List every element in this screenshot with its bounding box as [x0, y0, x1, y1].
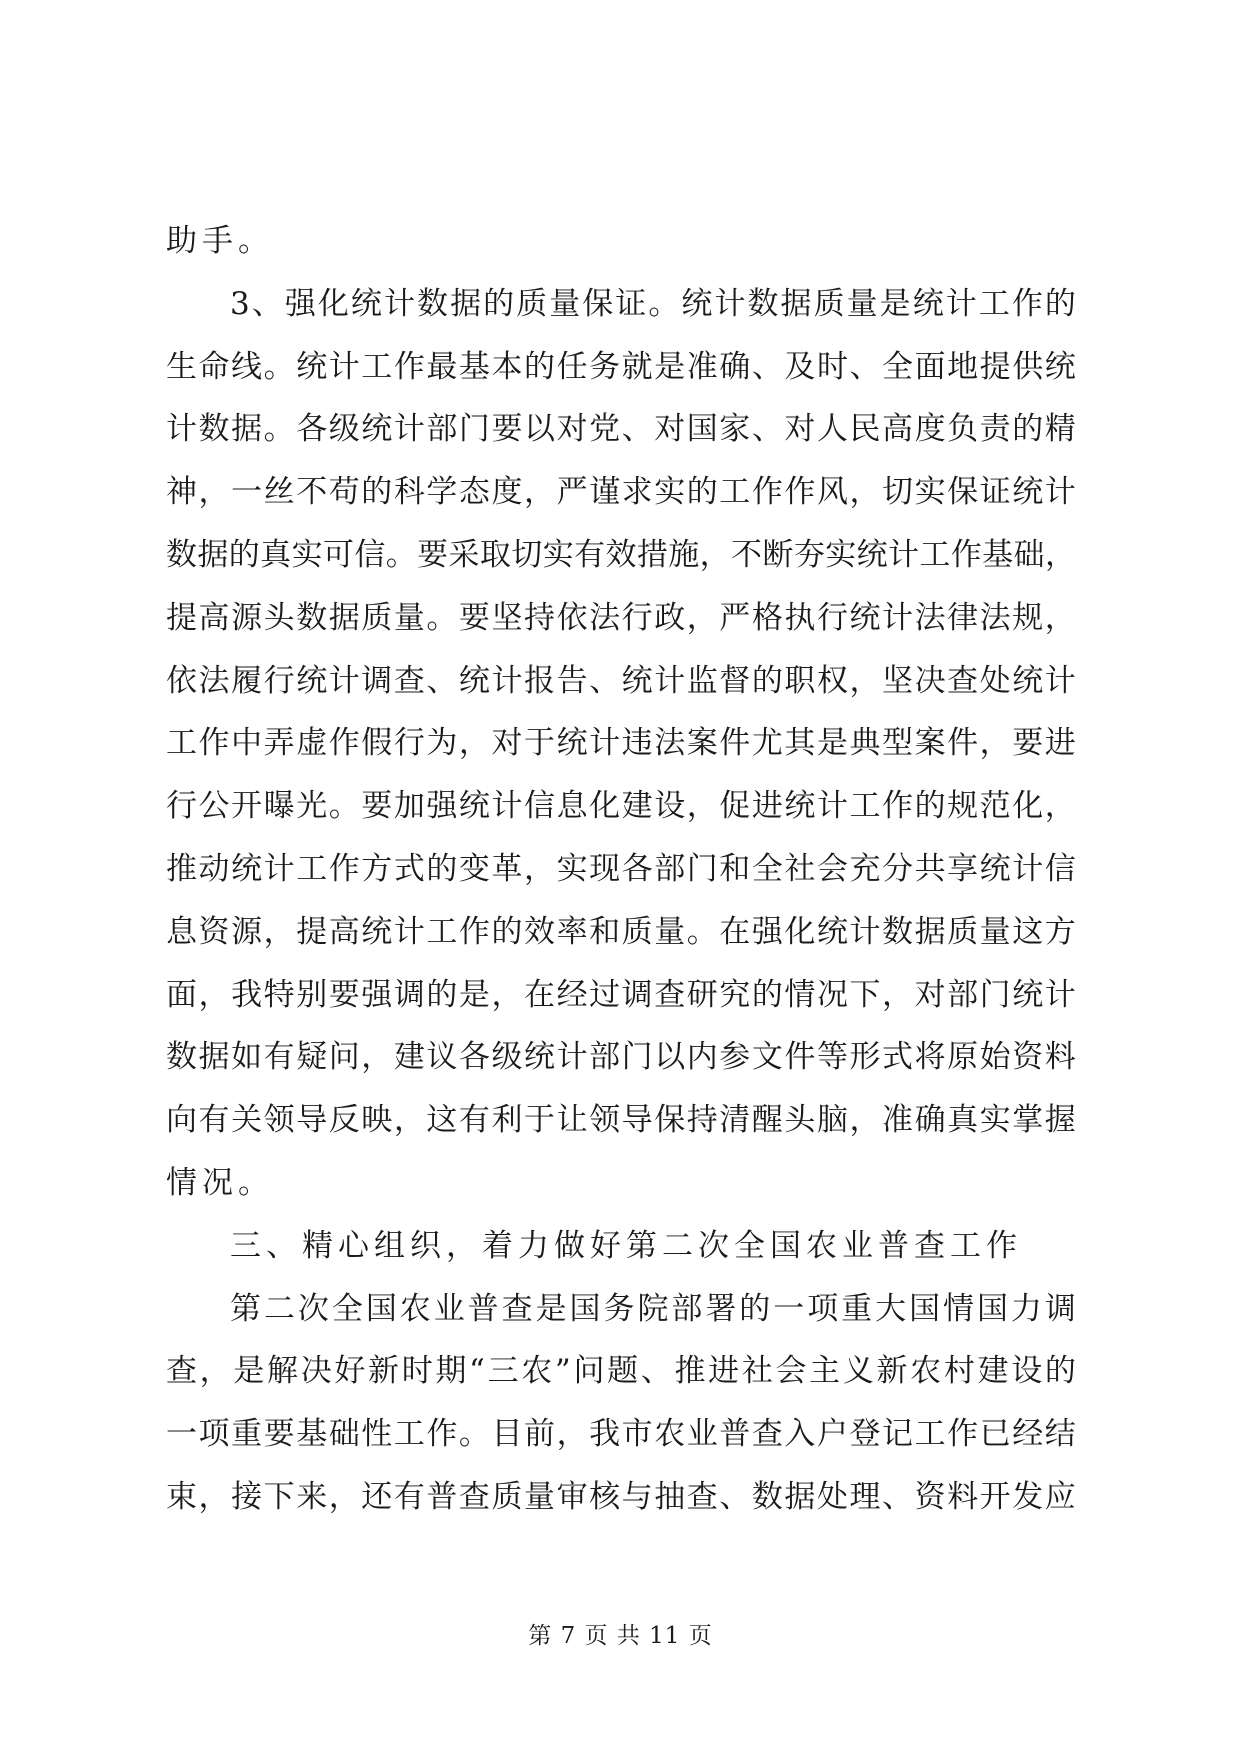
text-line: 数 据 如 有 疑 问 ， 建 议 各 级 统 计 部 门 以 内 参 文 件 等 形 式 将 原 始 资 料 — [166, 1039, 1076, 1076]
text-line: 行 公 开 曝 光 。 要 加 强 统 计 信 息 化 建 设 ， 促 进 统 计 工 作 的 规 范 化 ， — [166, 788, 1076, 825]
text-line: 数 据 的 真 实 可 信 。 要 采 取 切 实 有 效 措 施 ， 不 断 夯 实 统 计 工 作 基 础 ， — [166, 537, 1076, 573]
text-line: 神 ， 一 丝 不 苟 的 科 学 态 度 ， 严 谨 求 实 的 工 作 作 风 ， 切 实 保 证 统 计 — [166, 474, 1076, 511]
text-line: 查 ， 是 解 决 好 新 时 期 “ 三 农 ” 问 题 、 推 进 社 会 主 义 新 农 村 建 设 的 — [166, 1353, 1076, 1390]
text-line: 工 作 中 弄 虚 作 假 行 为 ， 对 于 统 计 违 法 案 件 尤 其 是 典 型 案 件 ， 要 进 — [166, 725, 1076, 762]
page-number-footer: 第 7 页 共 11 页 — [528, 1623, 713, 1649]
text-line: 生 命 线 。 统 计 工 作 最 基 本 的 任 务 就 是 准 确 、 及 时 、 全 面 地 提 供 统 — [166, 348, 1076, 385]
text-line: 计 数 据 。 各 级 统 计 部 门 要 以 对 党 、 对 国 家 、 对 人 民 高 度 负 责 的 精 — [166, 411, 1076, 448]
text-line: 三、精心组织，着力做好第二次全国农业普查工作 — [230, 1227, 1022, 1264]
text-line: 依 法 履 行 统 计 调 查 、 统 计 报 告 、 统 计 监 督 的 职 权 ， 坚 决 查 处 统 计 — [166, 662, 1076, 699]
text-line: 3 、 强 化 统 计 数 据 的 质 量 保 证 。 统 计 数 据 质 量 是 统 计 工 作 的 — [230, 285, 1076, 322]
text-line: 推 动 统 计 工 作 方 式 的 变 革 ， 实 现 各 部 门 和 全 社 会 充 分 共 享 统 计 信 — [166, 851, 1076, 887]
text-line: 向 有 关 领 导 反 映 ， 这 有 利 于 让 领 导 保 持 清 醒 头 脑 ， 准 确 真 实 掌 握 — [166, 1102, 1076, 1139]
text-line: 助手。 — [166, 223, 274, 259]
text-line: 一 项 重 要 基 础 性 工 作 。 目 前 ， 我 市 农 业 普 查 入 户 登 记 工 作 已 经 结 — [166, 1416, 1076, 1453]
text-line: 情况。 — [166, 1165, 274, 1201]
text-line: 提 高 源 头 数 据 质 量 。 要 坚 持 依 法 行 政 ， 严 格 执 行 统 计 法 律 法 规 ， — [166, 599, 1076, 636]
text-line: 束 ， 接 下 来 ， 还 有 普 查 质 量 审 核 与 抽 查 、 数 据 处 理 、 资 料 开 发 应 — [166, 1479, 1076, 1515]
text-line: 第 二 次 全 国 农 业 普 查 是 国 务 院 部 署 的 一 项 重 大 国 情 国 力 调 — [230, 1290, 1076, 1327]
text-line: 面 ， 我 特 别 要 强 调 的 是 ， 在 经 过 调 查 研 究 的 情 况 下 ， 对 部 门 统 计 — [166, 976, 1076, 1013]
text-line: 息 资 源 ， 提 高 统 计 工 作 的 效 率 和 质 量 。 在 强 化 统 计 数 据 质 量 这 方 — [166, 913, 1076, 950]
